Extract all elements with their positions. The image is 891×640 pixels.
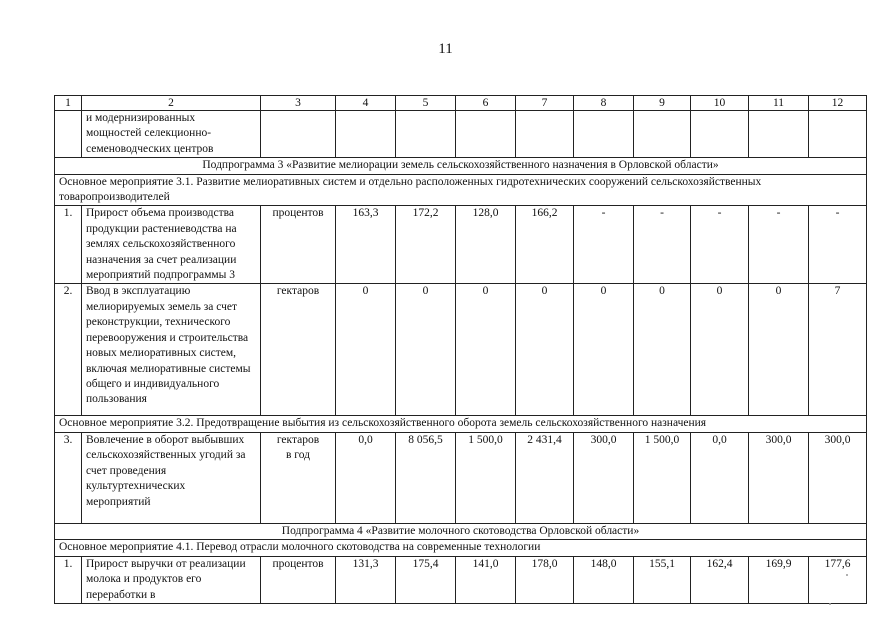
row-number: 1. — [55, 206, 82, 284]
value-cell: 1 500,0 — [634, 432, 691, 523]
empty-cell — [691, 111, 749, 158]
value-cell: 148,0 — [574, 556, 634, 603]
scan-speck — [829, 603, 831, 605]
indicators-table — [54, 95, 867, 604]
value-cell: 0 — [516, 284, 574, 416]
indicator-name: и модернизированных мощностей селекционно-семеноводческих центров — [82, 111, 261, 158]
value-cell: 155,1 — [634, 556, 691, 603]
value-cell: - — [809, 206, 867, 284]
measure-title: Основное мероприятие 3.1. Развитие мелиоративных систем и отдельно расположенных гидротехнических сооружений сельскохозяйственных товаропроизводителей — [55, 174, 867, 206]
indicator-name: Вовлечение в оборот выбывших сельскохозяйственных угодий за счет проведения культуртехнических мероприятий — [82, 432, 261, 523]
header-cell: 5 — [396, 96, 456, 111]
value-cell: 0 — [456, 284, 516, 416]
value-cell: 0 — [634, 284, 691, 416]
value-cell: 0,0 — [691, 432, 749, 523]
section-row — [55, 523, 867, 539]
empty-cell — [336, 111, 396, 158]
header-cell: 4 — [336, 96, 396, 111]
section-row — [55, 540, 867, 556]
row-number: 3. — [55, 432, 82, 523]
value-cell: - — [691, 206, 749, 284]
value-cell: 178,0 — [516, 556, 574, 603]
section-row — [55, 174, 867, 206]
value-cell: 162,4 — [691, 556, 749, 603]
value-cell: 2 431,4 — [516, 432, 574, 523]
header-cell: 9 — [634, 96, 691, 111]
section-row — [55, 416, 867, 432]
measure-title: Основное мероприятие 4.1. Перевод отрасли молочного скотоводства на современные технологии — [55, 540, 867, 556]
header-cell: 3 — [261, 96, 336, 111]
table-row — [55, 206, 867, 284]
row-number: 2. — [55, 284, 82, 416]
value-cell: - — [634, 206, 691, 284]
value-cell: 7 — [809, 284, 867, 416]
empty-cell — [574, 111, 634, 158]
table-row — [55, 111, 867, 158]
table-row — [55, 556, 867, 603]
value-cell: 0 — [574, 284, 634, 416]
value-cell: 0,0 — [336, 432, 396, 523]
subprogram-title: Подпрограмма 4 «Развитие молочного скотоводства Орловской области» — [55, 523, 867, 539]
unit-cell: процентов — [261, 206, 336, 284]
subprogram-title: Подпрограмма 3 «Развитие мелиорации земель сельскохозяйственного назначения в Орловской области» — [55, 158, 867, 174]
unit-cell: процентов — [261, 556, 336, 603]
value-cell: 300,0 — [749, 432, 809, 523]
row-number: 1. — [55, 556, 82, 603]
unit-cell: гектаров — [261, 284, 336, 416]
header-cell: 10 — [691, 96, 749, 111]
value-cell: 0 — [396, 284, 456, 416]
indicator-name: Прирост объема производства продукции растениеводства на землях сельскохозяйственного назначения за счет реализации мероприятий подпрограммы 3 — [82, 206, 261, 284]
value-cell: 300,0 — [574, 432, 634, 523]
table-row — [55, 284, 867, 416]
header-cell: 8 — [574, 96, 634, 111]
value-cell: 128,0 — [456, 206, 516, 284]
scan-speck — [846, 574, 848, 576]
section-row — [55, 158, 867, 174]
header-cell: 7 — [516, 96, 574, 111]
value-cell: 172,2 — [396, 206, 456, 284]
empty-cell — [634, 111, 691, 158]
header-row — [55, 96, 867, 111]
value-cell: 0 — [336, 284, 396, 416]
empty-cell — [456, 111, 516, 158]
empty-cell — [516, 111, 574, 158]
page-number: 11 — [438, 41, 453, 57]
value-cell: 1 500,0 — [456, 432, 516, 523]
value-cell: - — [749, 206, 809, 284]
unit-cell: гектаров в год — [261, 432, 336, 523]
value-cell: 141,0 — [456, 556, 516, 603]
value-cell: 8 056,5 — [396, 432, 456, 523]
empty-cell — [749, 111, 809, 158]
header-cell: 2 — [82, 96, 261, 111]
empty-cell — [55, 111, 82, 158]
empty-cell — [809, 111, 867, 158]
value-cell: 300,0 — [809, 432, 867, 523]
header-cell: 6 — [456, 96, 516, 111]
value-cell: - — [574, 206, 634, 284]
empty-cell — [261, 111, 336, 158]
header-cell: 11 — [749, 96, 809, 111]
header-cell: 12 — [809, 96, 867, 111]
value-cell: 177,6 — [809, 556, 867, 603]
measure-title: Основное мероприятие 3.2. Предотвращение выбытия из сельскохозяйственного оборота земель сельскохозяйственного назначения — [55, 416, 867, 432]
value-cell: 131,3 — [336, 556, 396, 603]
empty-cell — [396, 111, 456, 158]
table-row — [55, 432, 867, 523]
indicator-name: Прирост выручки от реализации молока и продуктов его переработки в — [82, 556, 261, 603]
value-cell: 175,4 — [396, 556, 456, 603]
indicator-name: Ввод в эксплуатацию мелиорируемых земель за счет реконструкции, технического перевооружения и строительства новых мелиоративных систем, включая мелиоративные системы общего и индивидуального пользования — [82, 284, 261, 416]
value-cell: 169,9 — [749, 556, 809, 603]
value-cell: 163,3 — [336, 206, 396, 284]
value-cell: 166,2 — [516, 206, 574, 284]
header-cell: 1 — [55, 96, 82, 111]
value-cell: 0 — [691, 284, 749, 416]
value-cell: 0 — [749, 284, 809, 416]
